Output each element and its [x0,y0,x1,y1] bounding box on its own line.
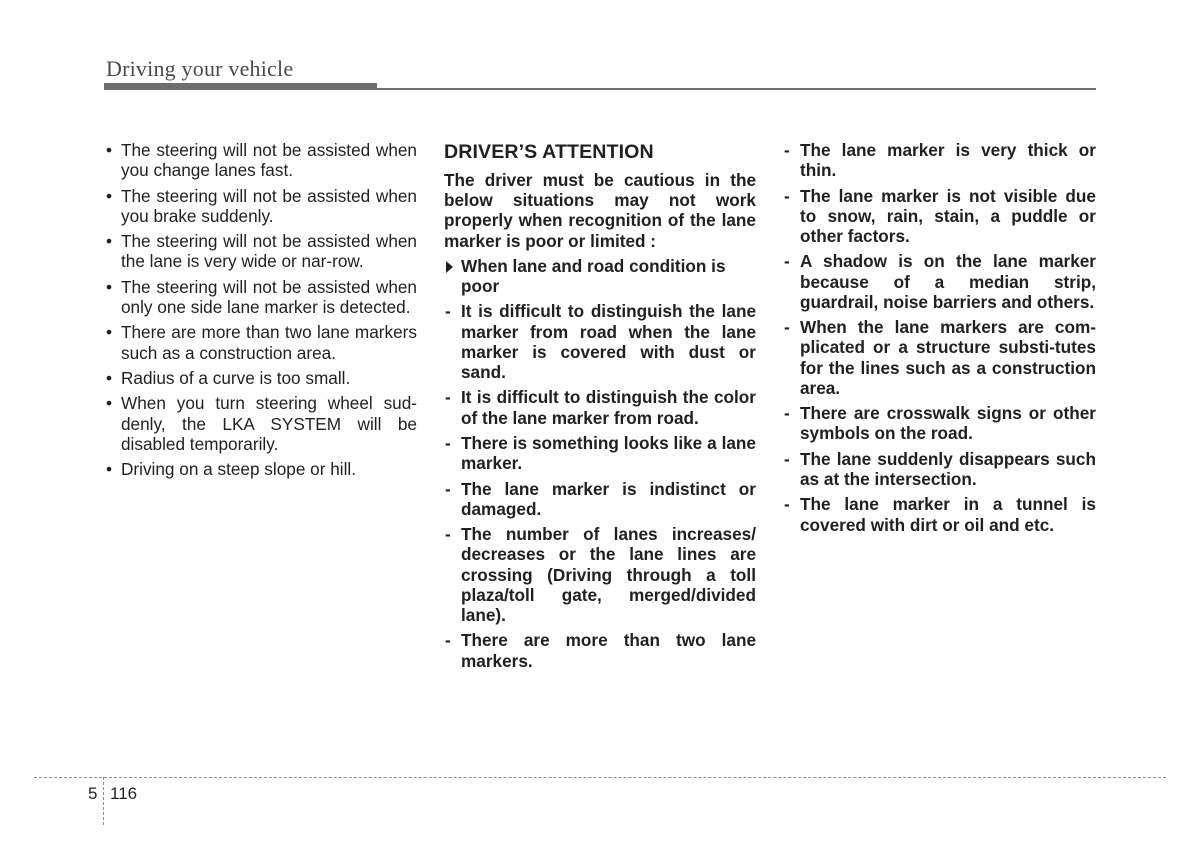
section-title: Driving your vehicle [106,56,294,81]
attention-heading: DRIVER’S ATTENTION [444,141,654,163]
list-item: - The lane marker in a tunnel is covered with dirt or oil and etc. [783,494,1096,534]
list-item: - It is difficult to distinguish the color of the lane marker from road. [444,387,756,427]
list-item: • The steering will not be assisted when only one side lane marker is detected. [104,277,417,317]
list-item: - The lane marker is very thick or thin. [783,140,1096,180]
page-number: 116 [110,784,138,803]
list-item: • When you turn steering wheel sud-denly, the LKA SYSTEM will be disabled temporarily. [104,393,417,454]
footer-divider [34,777,1166,778]
list-item: • Driving on a steep slope or hill. [104,459,417,479]
list-item: • There are more than two lane markers such as a construction area. [104,322,417,362]
list-item: - The lane marker is indistinct or damaged. [444,479,756,519]
list-item: • The steering will not be assisted when the lane is very wide or nar-row. [104,231,417,271]
list-item: • The steering will not be assisted when you brake suddenly. [104,186,417,226]
list-item: - A shadow is on the lane marker because of a median strip, guardrail, noise barriers and others. [783,251,1096,312]
condition-subheading [444,256,756,296]
condition-subheading-text: When lane and road condition is poor [461,255,726,297]
dash-list [783,140,1096,535]
list-item: - When the lane markers are com-plicated or a structure substi-tutes for the lines such as a construction area. [783,317,1096,398]
list-item: - The lane suddenly disappears such as at the intersection. [783,449,1096,489]
header-rule-accent [104,83,377,90]
bullet-list [104,140,417,479]
list-item: - There are crosswalk signs or other symbols on the road. [783,403,1096,443]
list-item: - It is difficult to distinguish the lane marker from road when the lane marker is covered with dust or sand. [444,301,756,382]
column-2 [444,140,756,676]
list-item: • The steering will not be assisted when you change lanes fast. [104,140,417,180]
list-item: - The lane marker is not visible due to snow, rain, stain, a puddle or other factors. [783,186,1096,247]
list-item: - There are more than two lane markers. [444,630,756,670]
footer-separator [103,777,104,825]
column-1 [104,140,417,485]
attention-intro: The driver must be cautious in the below situations may not work properly when recognition of the lane marker is poor or limited : [444,170,756,251]
dash-list [444,301,756,670]
list-item: - The number of lanes increases/ decreases or the lane lines are crossing (Driving through a toll plaza/toll gate, merged/divided lane). [444,524,756,625]
list-item: - There is something looks like a lane marker. [444,433,756,473]
chapter-number: 5 [88,784,98,803]
list-item: • Radius of a curve is too small. [104,368,417,388]
column-3 [783,140,1096,540]
triangle-right-icon [446,261,453,273]
